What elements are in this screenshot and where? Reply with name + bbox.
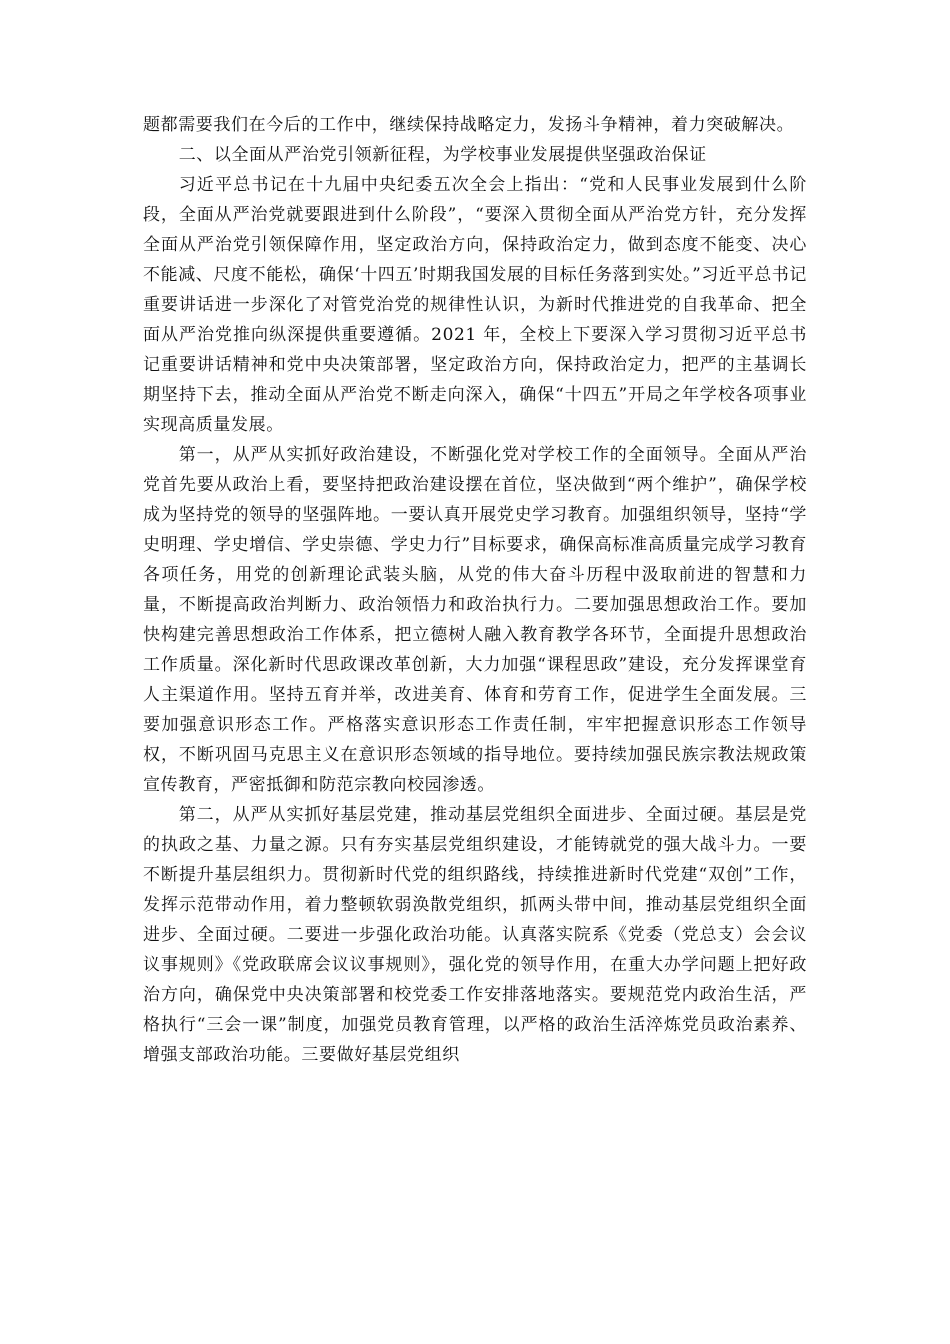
section-heading: 二、以全面从严治党引领新征程，为学校事业发展提供坚强政治保证 [178, 145, 707, 165]
paragraph: 第一，从严从实抓好政治建设，不断强化党对学校工作的全面领导。全面从严治党首先要从政治上看，要坚持把政治建设摆在首位，坚决做到“两个维护”，确保学校成为坚持党的领导的坚强阵地。一要认真开展党史学习教育。加强组织领导，坚持“学史明理、学史增信、学史崇德、学史力行”目标要求，确保高标准高质量完成学习教育各项任务，用党的创新理论武装头脑，从党的伟大奋斗历程中汲取前进的智慧和力量，不断提高政治判断力、政治领悟力和政治执行力。二要加强思想政治工作。要加快构建完善思想政治工作体系，把立德树人融入教育教学各环节，全面提升思想政治工作质量。深化新时代思政课改革创新，大力加强“课程思政”建设，充分发挥课堂育人主渠道作用。坚持五育并举，改进美育、体育和劳育工作，促进学生全面发展。三要加强意识形态工作。严格落实意识形态工作责任制，牢牢把握意识形态工作领导权，不断巩固马克思主义在意识形态领域的指导地位。要持续加强民族宗教法规政策宣传教育，严密抵御和防范宗教向校园渗透。 [143, 445, 807, 795]
paragraph-continued: 题都需要我们在今后的工作中，继续保持战略定力，发扬斗争精神，着力突破解决。 [143, 115, 795, 135]
paragraph: 习近平总书记在十九届中央纪委五次全会上指出：“党和人民事业发展到什么阶段，全面从严治党就要跟进到什么阶段”，“要深入贯彻全面从严治党方针，充分发挥全面从严治党引领保障作用，坚定政治方向，保持政治定力，做到态度不能变、决心不能减、尺度不能松，确保‘十四五’时期我国发展的目标任务落到实处。”习近平总书记重要讲话进一步深化了对管党治党的规律性认识，为新时代推进党的自我革命、把全面从严治党推向纵深提供重要遵循。2021 年，全校上下要深入学习贯彻习近平总书记重要讲话精神和党中央决策部署，坚定政治方向，保持政治定力，把严的主基调长期坚持下去，推动全面从严治党不断走向深入，确保“十四五”开局之年学校各项事业实现高质量发展。 [143, 175, 807, 435]
document-body [143, 110, 807, 1070]
paragraph: 第二，从严从实抓好基层党建，推动基层党组织全面进步、全面过硬。基层是党的执政之基、力量之源。只有夯实基层党组织建设，才能铸就党的强大战斗力。一要不断提升基层组织力。贯彻新时代党的组织路线，持续推进新时代党建“双创”工作，发挥示范带动作用，着力整顿软弱涣散党组织，抓两头带中间，推动基层党组织全面进步、全面过硬。二要进一步强化政治功能。认真落实院系《党委（党总支）会会议议事规则》《党政联席会议议事规则》，强化党的领导作用，在重大办学问题上把好政治方向，确保党中央决策部署和校党委工作安排落地落实。要规范党内政治生活，严格执行“三会一课”制度，加强党员教育管理，以严格的政治生活淬炼党员政治素养、增强支部政治功能。三要做好基层党组织 [143, 805, 807, 1065]
